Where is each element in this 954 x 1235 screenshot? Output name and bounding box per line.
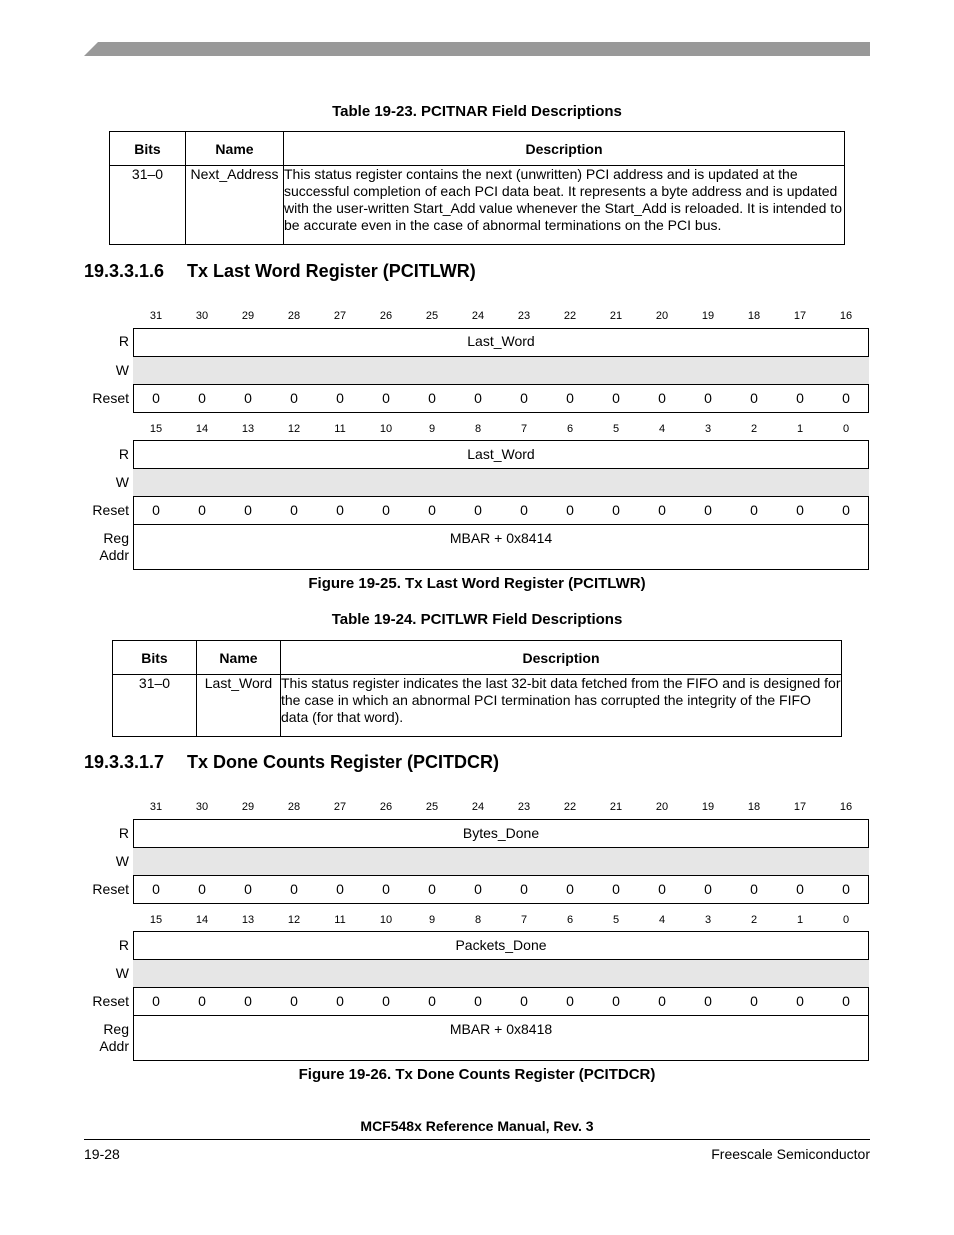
bit-number: 17	[793, 801, 807, 813]
col-header-name: Name	[197, 641, 281, 675]
row-label-reg: Reg Addr	[99, 1021, 129, 1054]
row-label-w: W	[115, 474, 129, 490]
bit-number: 1	[796, 914, 804, 926]
reset-value: 0	[290, 390, 298, 406]
bit-number: 31	[149, 801, 163, 813]
row-label-r: R	[118, 446, 129, 462]
bit-number: 31	[149, 310, 163, 322]
reset-value: 0	[428, 390, 436, 406]
section-number: 19.3.3.1.7	[84, 752, 165, 772]
reset-value: 0	[382, 993, 390, 1009]
write-row	[133, 468, 869, 497]
register-address: MBAR + 0x8414	[449, 530, 553, 546]
col-header-description: Description	[284, 132, 845, 166]
reset-value: 0	[474, 881, 482, 897]
cell-name: Last_Word	[197, 675, 281, 737]
bit-number: 28	[287, 310, 301, 322]
reset-value: 0	[704, 881, 712, 897]
bit-number: 13	[241, 423, 255, 435]
bit-numbers-lower	[133, 423, 869, 439]
bit-numbers-upper	[133, 310, 869, 326]
reset-value: 0	[198, 993, 206, 1009]
reset-value: 0	[428, 881, 436, 897]
reset-value: 0	[750, 390, 758, 406]
reset-values-lower	[133, 993, 869, 1011]
bit-number: 22	[563, 310, 577, 322]
bit-number: 29	[241, 801, 255, 813]
reset-values-lower	[133, 502, 869, 520]
reset-value: 0	[520, 502, 528, 518]
register-address: MBAR + 0x8418	[449, 1021, 553, 1037]
cell-description: This status register indicates the last 32-bit data fetched from the FIFO and is designed for the case in which an abnormal PCI termination has corrupted the integrity of the FIFO data (for that word).	[281, 675, 842, 737]
reset-value: 0	[842, 881, 850, 897]
section-title: Tx Done Counts Register (PCITDCR)	[187, 752, 500, 772]
bit-number: 24	[471, 310, 485, 322]
pcitnar-field-table	[109, 131, 845, 245]
bit-number: 17	[793, 310, 807, 322]
reset-value: 0	[198, 502, 206, 518]
bit-number: 21	[609, 801, 623, 813]
field-upper: Bytes_Done	[462, 825, 540, 841]
section-number: 19.3.3.1.6	[84, 261, 165, 281]
bit-number: 20	[655, 310, 669, 322]
bit-numbers-lower	[133, 914, 869, 930]
reset-value: 0	[244, 502, 252, 518]
cell-description: This status register contains the next (unwritten) PCI address and is updated at the successful completion of each PCI data beat. It represents a byte address and is updated with the user-written Start_Add value whenever the Start_Add is reloaded. It is intended to be accurate even in the case of abnormal terminations on the PCI bus.	[284, 166, 845, 245]
bit-number: 0	[842, 914, 850, 926]
footer-manual-title: MCF548x Reference Manual, Rev. 3	[360, 1118, 594, 1134]
reset-value: 0	[704, 502, 712, 518]
reset-value: 0	[658, 502, 666, 518]
write-row	[133, 356, 869, 385]
bit-number: 30	[195, 310, 209, 322]
bit-number: 3	[704, 914, 712, 926]
cell-bits: 31–0	[113, 675, 197, 737]
reset-value: 0	[612, 390, 620, 406]
reset-value: 0	[842, 502, 850, 518]
bit-number: 18	[747, 801, 761, 813]
bit-number: 12	[287, 914, 301, 926]
reset-value: 0	[566, 390, 574, 406]
reset-values-upper	[133, 881, 869, 899]
reset-value: 0	[244, 390, 252, 406]
row-label-r: R	[118, 825, 129, 841]
bit-number: 19	[701, 801, 715, 813]
row-label-r: R	[118, 333, 129, 349]
section-heading-pcitlwr	[84, 261, 476, 282]
bit-number: 8	[474, 914, 482, 926]
bit-number: 28	[287, 801, 301, 813]
reset-value: 0	[658, 881, 666, 897]
reset-value: 0	[612, 502, 620, 518]
reset-value: 0	[290, 502, 298, 518]
bit-number: 14	[195, 423, 209, 435]
reset-value: 0	[198, 390, 206, 406]
bit-number: 5	[612, 423, 620, 435]
reset-value: 0	[658, 390, 666, 406]
bit-number: 1	[796, 423, 804, 435]
reset-value: 0	[566, 993, 574, 1009]
cell-name: Next_Address	[186, 166, 284, 245]
write-row	[133, 847, 869, 876]
bit-number: 3	[704, 423, 712, 435]
table-caption-pcitlwr: Table 19-24. PCITLWR Field Descriptions	[331, 611, 623, 628]
bit-number: 2	[750, 914, 758, 926]
row-label-r: R	[118, 937, 129, 953]
bit-number: 7	[520, 423, 528, 435]
table-row	[113, 675, 842, 737]
field-lower: Packets_Done	[455, 937, 547, 953]
reset-value: 0	[750, 881, 758, 897]
bit-number: 22	[563, 801, 577, 813]
field-lower: Last_Word	[467, 446, 535, 462]
reset-value: 0	[474, 502, 482, 518]
reset-value: 0	[336, 502, 344, 518]
row-label-w: W	[115, 853, 129, 869]
bit-number: 25	[425, 310, 439, 322]
reset-value: 0	[474, 993, 482, 1009]
bit-number: 26	[379, 310, 393, 322]
col-header-bits: Bits	[110, 132, 186, 166]
footer-divider	[84, 1139, 870, 1140]
reset-value: 0	[520, 390, 528, 406]
reset-value: 0	[198, 881, 206, 897]
reset-value: 0	[336, 390, 344, 406]
row-label-w: W	[115, 965, 129, 981]
bit-number: 4	[658, 423, 666, 435]
col-header-name: Name	[186, 132, 284, 166]
figure-caption-pcitdcr: Figure 19-26. Tx Done Counts Register (PCITDCR)	[298, 1066, 656, 1083]
bit-number: 7	[520, 914, 528, 926]
row-label-reset: Reset	[92, 390, 129, 406]
reset-value: 0	[750, 993, 758, 1009]
reset-value: 0	[382, 881, 390, 897]
bit-number: 14	[195, 914, 209, 926]
bit-number: 24	[471, 801, 485, 813]
reset-value: 0	[658, 993, 666, 1009]
bit-number: 11	[334, 914, 346, 926]
bit-number: 29	[241, 310, 255, 322]
bit-number: 27	[333, 801, 347, 813]
bit-number: 21	[609, 310, 623, 322]
bit-number: 8	[474, 423, 482, 435]
bit-number: 18	[747, 310, 761, 322]
bit-number: 9	[428, 914, 436, 926]
reset-value: 0	[796, 993, 804, 1009]
header-bar	[84, 42, 870, 56]
reset-value: 0	[842, 993, 850, 1009]
reset-value: 0	[842, 390, 850, 406]
reset-values-upper	[133, 390, 869, 408]
reset-value: 0	[796, 502, 804, 518]
reset-value: 0	[612, 993, 620, 1009]
reset-value: 0	[336, 993, 344, 1009]
bit-number: 16	[839, 801, 853, 813]
page-number: 19-28	[84, 1146, 120, 1162]
section-heading-pcitdcr	[84, 752, 499, 773]
bit-number: 23	[517, 310, 531, 322]
reset-value: 0	[244, 993, 252, 1009]
footer-company: Freescale Semiconductor	[711, 1146, 870, 1162]
bit-numbers-upper	[133, 801, 869, 817]
write-row	[133, 959, 869, 988]
reset-value: 0	[382, 502, 390, 518]
reset-value: 0	[566, 881, 574, 897]
bit-number: 6	[566, 423, 574, 435]
bit-number: 26	[379, 801, 393, 813]
table-row	[110, 166, 845, 245]
divider	[133, 1015, 869, 1016]
reset-value: 0	[796, 390, 804, 406]
reset-value: 0	[290, 993, 298, 1009]
row-label-reg: Reg Addr	[99, 530, 129, 563]
row-label-reset: Reset	[92, 881, 129, 897]
reset-value: 0	[382, 390, 390, 406]
reset-value: 0	[290, 881, 298, 897]
reset-value: 0	[520, 881, 528, 897]
bit-number: 15	[149, 914, 163, 926]
bit-number: 30	[195, 801, 209, 813]
section-title: Tx Last Word Register (PCITLWR)	[187, 261, 476, 281]
figure-caption-pcitlwr: Figure 19-25. Tx Last Word Register (PCITLWR)	[308, 575, 646, 592]
col-header-description: Description	[281, 641, 842, 675]
bit-number: 23	[517, 801, 531, 813]
bit-number: 16	[839, 310, 853, 322]
divider	[133, 524, 869, 525]
reset-value: 0	[428, 502, 436, 518]
reset-value: 0	[428, 993, 436, 1009]
row-label-w: W	[115, 362, 129, 378]
reset-value: 0	[520, 993, 528, 1009]
reset-value: 0	[796, 881, 804, 897]
bit-number: 19	[701, 310, 715, 322]
reset-value: 0	[152, 881, 160, 897]
reset-value: 0	[704, 993, 712, 1009]
bit-number: 27	[333, 310, 347, 322]
reset-value: 0	[244, 881, 252, 897]
pcitlwr-field-table	[112, 640, 842, 737]
reset-value: 0	[704, 390, 712, 406]
col-header-bits: Bits	[113, 641, 197, 675]
reset-value: 0	[152, 390, 160, 406]
reset-value: 0	[612, 881, 620, 897]
cell-bits: 31–0	[110, 166, 186, 245]
row-label-reset: Reset	[92, 502, 129, 518]
reset-value: 0	[750, 502, 758, 518]
bit-number: 10	[379, 423, 393, 435]
bit-number: 5	[612, 914, 620, 926]
bit-number: 11	[334, 423, 346, 435]
reset-value: 0	[566, 502, 574, 518]
row-label-reset: Reset	[92, 993, 129, 1009]
bit-number: 12	[287, 423, 301, 435]
bit-number: 6	[566, 914, 574, 926]
reset-value: 0	[336, 881, 344, 897]
bit-number: 9	[428, 423, 436, 435]
bit-number: 10	[379, 914, 393, 926]
bit-number: 0	[842, 423, 850, 435]
reset-value: 0	[152, 502, 160, 518]
bit-number: 15	[149, 423, 163, 435]
bit-number: 20	[655, 801, 669, 813]
bit-number: 4	[658, 914, 666, 926]
field-upper: Last_Word	[467, 333, 535, 349]
reset-value: 0	[474, 390, 482, 406]
bit-number: 2	[750, 423, 758, 435]
bit-number: 25	[425, 801, 439, 813]
bit-number: 13	[241, 914, 255, 926]
reset-value: 0	[152, 993, 160, 1009]
table-caption-pcitnar: Table 19-23. PCITNAR Field Descriptions	[332, 103, 622, 120]
